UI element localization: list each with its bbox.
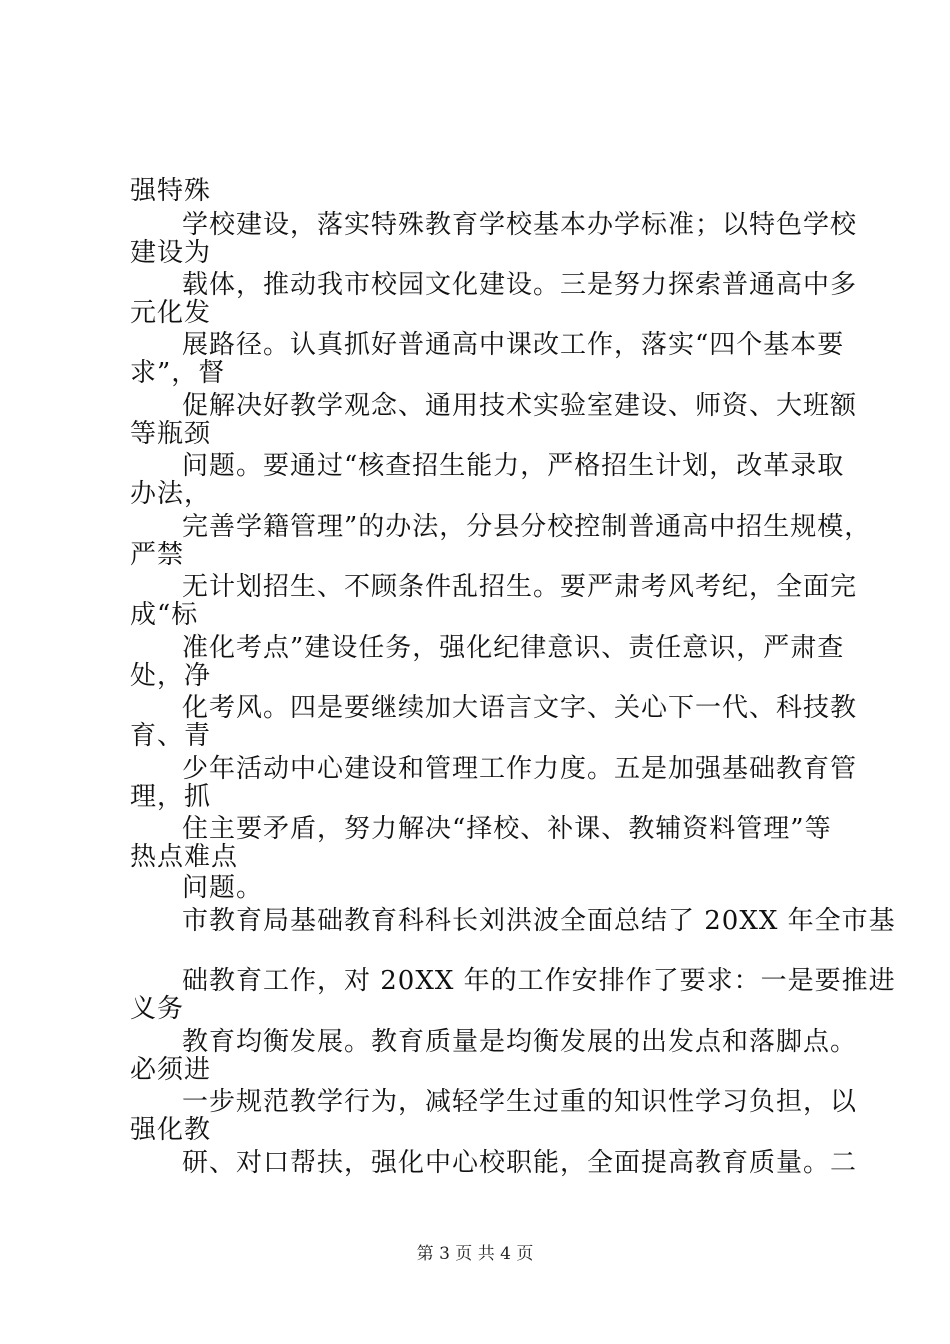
text-line: 强化教 <box>130 1115 212 1145</box>
text-line: 严禁 <box>130 540 185 570</box>
text-line: 等瓶颈 <box>130 419 212 449</box>
text-line: 础教育工作，对 20XX 年的工作安排作了要求：一是要推进 <box>182 966 896 996</box>
text-line: 建设为 <box>130 238 212 268</box>
page-number: 第 3 页 共 4 页 <box>416 1244 534 1264</box>
text-line: 成“标 <box>130 600 199 630</box>
text-line: 办法， <box>130 479 212 509</box>
text-line: 住主要矛盾，努力解决“择校、补课、教辅资料管理”等 <box>182 814 832 844</box>
text-line: 问题。要通过“核查招生能力，严格招生计划，改革录取 <box>182 451 845 481</box>
text-line: 处，净 <box>130 661 212 691</box>
text-line: 学校建设，落实特殊教育学校基本办学标准；以特色学校 <box>182 210 858 240</box>
text-line: 促解决好教学观念、通用技术实验室建设、师资、大班额 <box>182 391 858 421</box>
text-line: 研、对口帮扶，强化中心校职能，全面提高教育质量。二 <box>182 1148 858 1178</box>
text-line: 无计划招生、不顾条件乱招生。要严肃考风考纪，全面完 <box>182 572 858 602</box>
text-line: 载体，推动我市校园文化建设。三是努力探索普通高中多 <box>182 270 858 300</box>
text-line: 义务 <box>130 994 185 1024</box>
text-line: 教育均衡发展。教育质量是均衡发展的出发点和落脚点。 <box>182 1027 858 1057</box>
text-line: 求”，督 <box>130 358 226 388</box>
text-line: 完善学籍管理”的办法，分县分校控制普通高中招生规模， <box>182 512 872 542</box>
text-line: 育、青 <box>130 721 212 751</box>
text-line: 少年活动中心建设和管理工作力度。五是加强基础教育管 <box>182 754 858 784</box>
text-line: 必须进 <box>130 1055 212 1085</box>
text-line: 热点难点 <box>130 842 239 872</box>
text-line: 化考风。四是要继续加大语言文字、关心下一代、科技教 <box>182 693 858 723</box>
text-line: 一步规范教学行为，减轻学生过重的知识性学习负担，以 <box>182 1087 858 1117</box>
text-line: 强特殊 <box>130 176 212 206</box>
text-line: 元化发 <box>130 298 212 328</box>
text-line: 问题。 <box>182 873 264 903</box>
text-line: 准化考点”建设任务，强化纪律意识、责任意识，严肃查 <box>182 633 845 663</box>
text-line: 展路径。认真抓好普通高中课改工作，落实“四个基本要 <box>182 330 845 360</box>
text-line: 理，抓 <box>130 782 212 812</box>
text-line: 市教育局基础教育科科长刘洪波全面总结了 20XX 年全市基 <box>182 906 896 936</box>
